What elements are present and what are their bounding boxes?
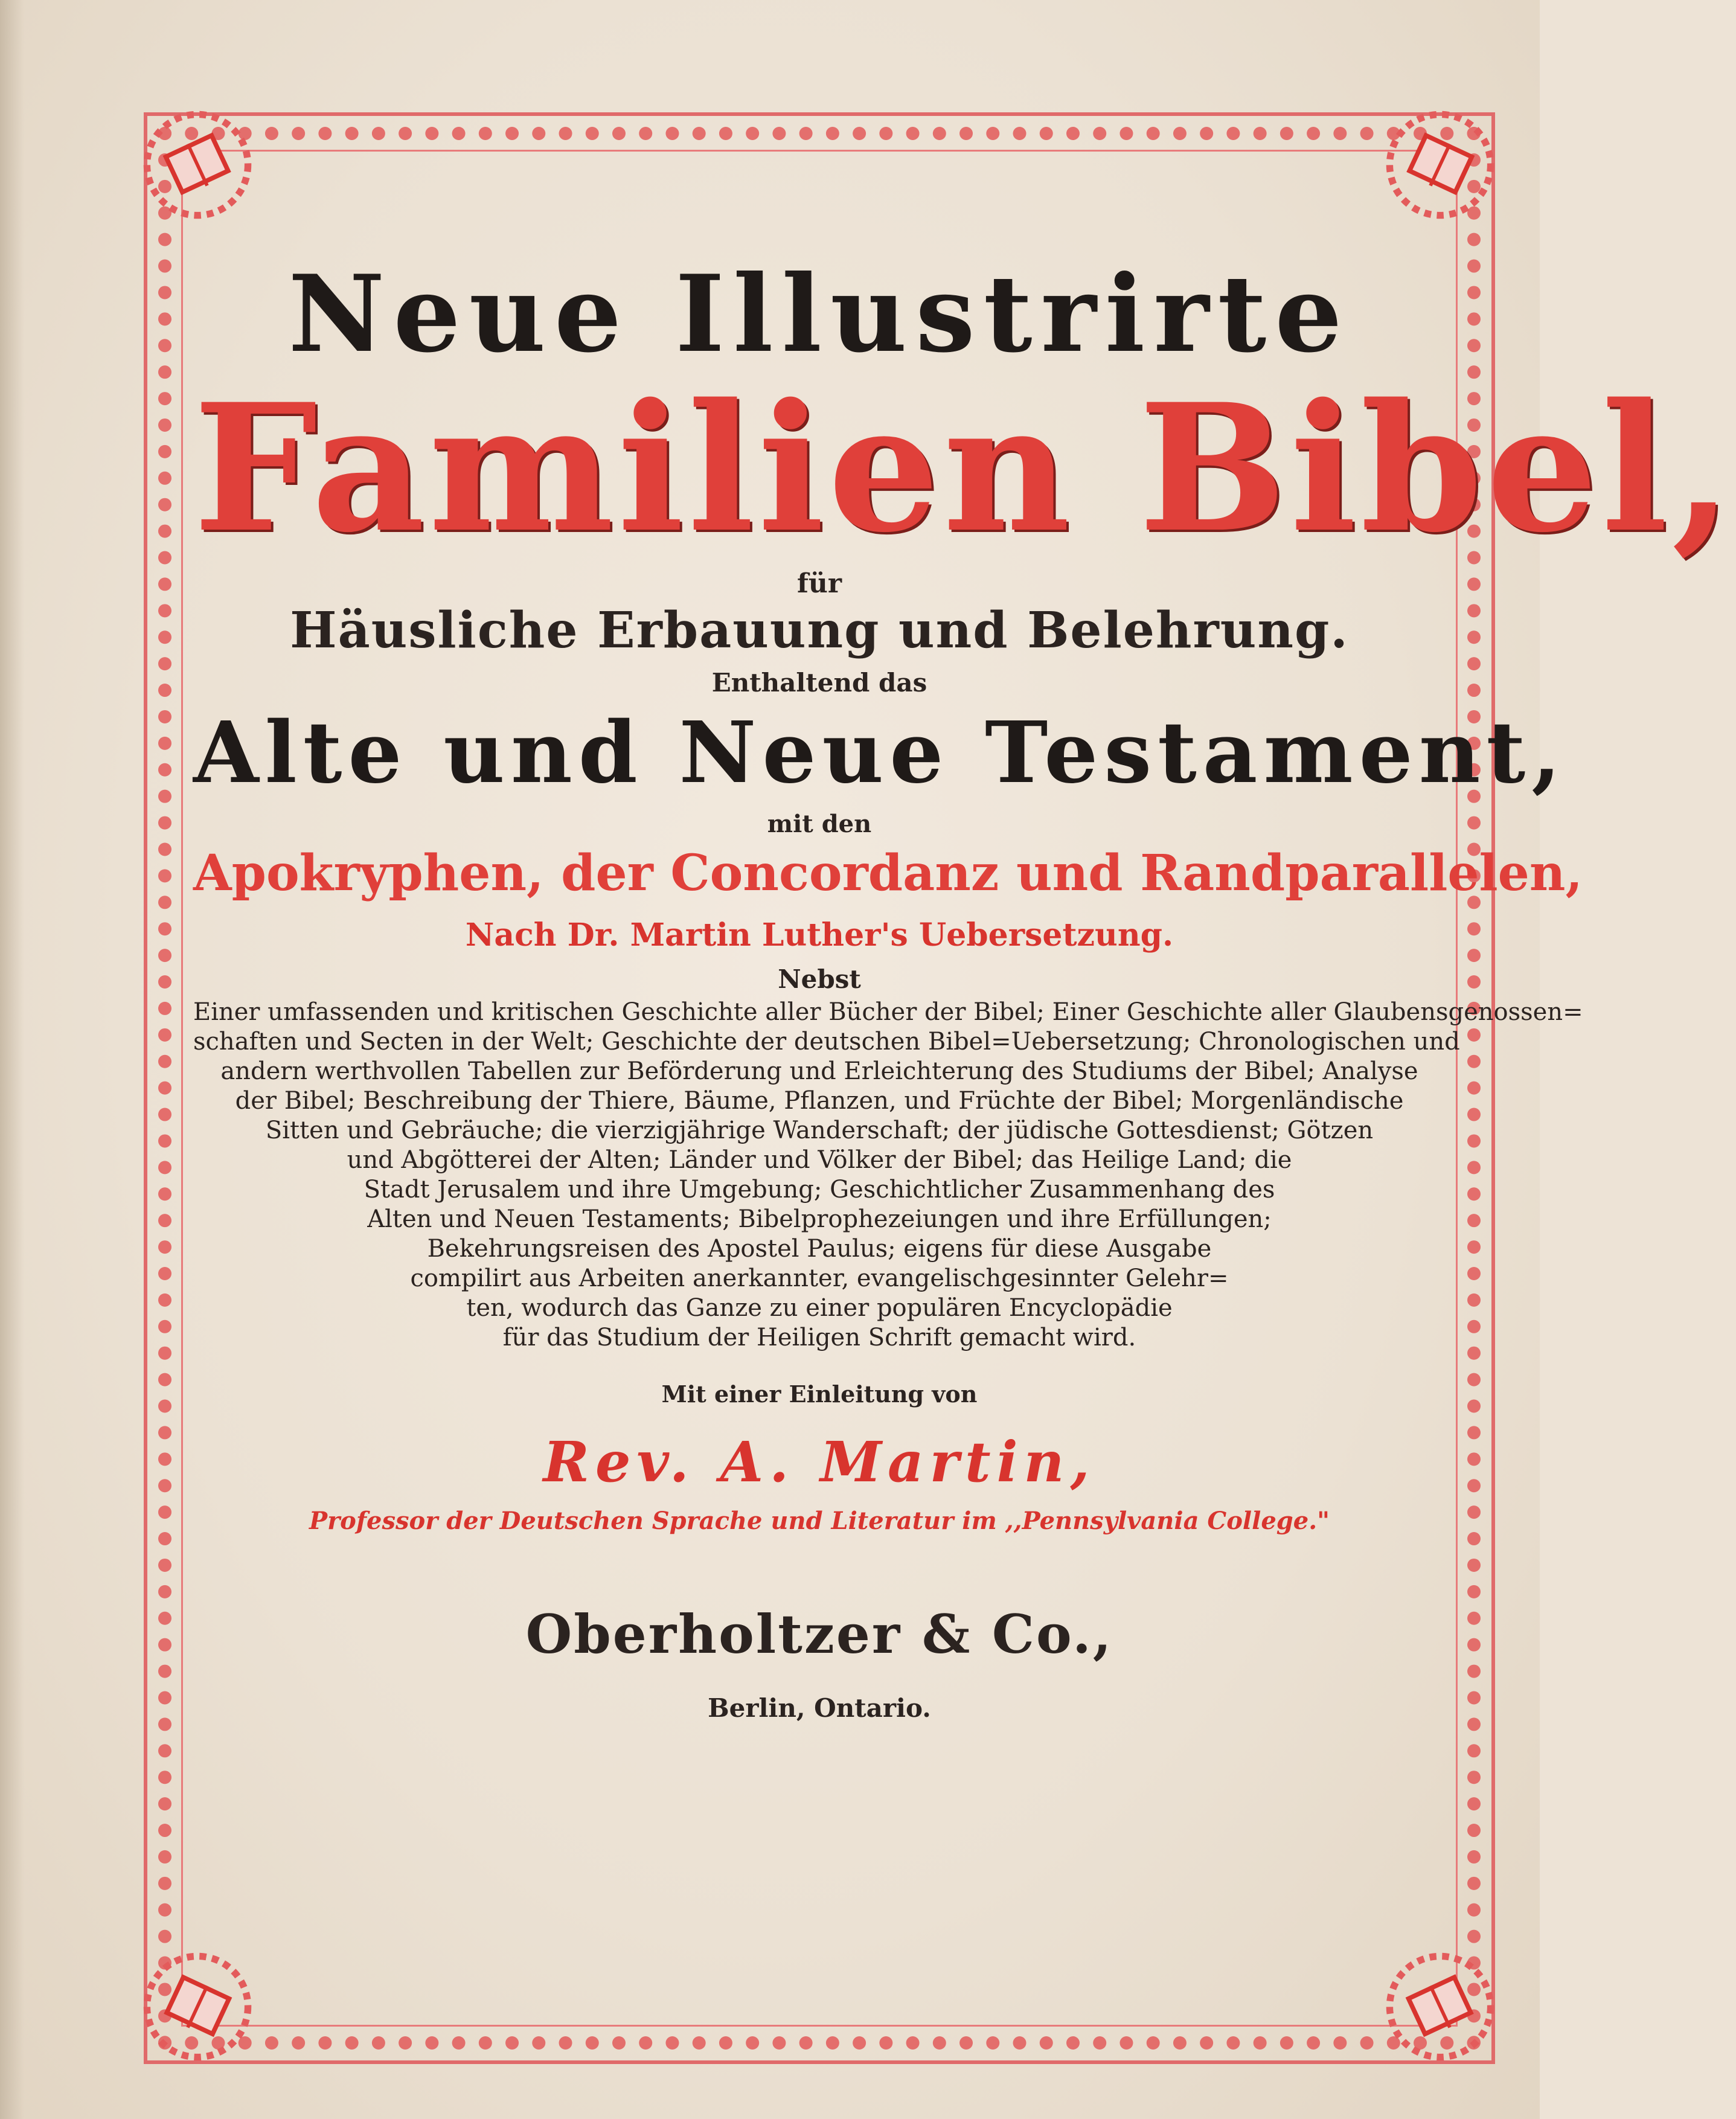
contents-description bbox=[193, 998, 1583, 1353]
description-line: ten, wodurch das Ganze zu einer populären Encyclopädie bbox=[466, 1294, 1173, 1322]
translation-note: Nach Dr. Martin Luther's Uebersetzung. bbox=[465, 917, 1174, 954]
introduction-label: Mit einer Einleitung von bbox=[661, 1380, 978, 1408]
subtitle: Häusliche Erbauung und Belehrung. bbox=[290, 601, 1349, 660]
publisher-name: Oberholtzer & Co., bbox=[525, 1603, 1113, 1666]
description-line: Alten und Neuen Testaments; Bibelprophezeiungen und ihre Erfüllungen; bbox=[367, 1205, 1272, 1234]
description-line: Bekehrungsreisen des Apostel Paulus; eigens für diese Ausgabe bbox=[427, 1235, 1212, 1263]
description-line: und Abgötterei der Alten; Länder und Völker der Bibel; das Heilige Land; die bbox=[347, 1146, 1292, 1175]
title-line-1: Neue Illustrirte bbox=[288, 252, 1351, 376]
description-line: schaften und Secten in der Welt; Geschichte der deutschen Bibel=Uebersetzung; Chronologischen und bbox=[193, 1028, 1460, 1056]
corner-book-ornament-icon bbox=[1383, 107, 1497, 222]
corner-book-ornament-icon bbox=[140, 107, 255, 222]
fuer-label: für bbox=[796, 568, 842, 600]
testament-heading: Alte und Neue Testament, bbox=[193, 704, 1567, 803]
description-line: Einer umfassenden und kritischen Geschichte aller Bücher der Bibel; Einer Geschichte aller Glaubensgenossen= bbox=[193, 998, 1583, 1027]
nebst-label: Nebst bbox=[778, 964, 861, 995]
title-line-2: Familien Bibel, bbox=[193, 366, 1736, 572]
apokryphen-heading: Apokryphen, der Concordanz und Randparallelen, bbox=[193, 844, 1583, 903]
description-line: andern werthvollen Tabellen zur Beförderung und Erleichterung des Studiums der Bibel; Analyse bbox=[220, 1057, 1418, 1086]
page-edge-shadow bbox=[0, 0, 24, 2119]
corner-book-ornament-icon bbox=[1383, 1949, 1497, 2064]
description-line: der Bibel; Beschreibung der Thiere, Bäume, Pflanzen, und Früchte der Bibel; Morgenländische bbox=[235, 1087, 1404, 1115]
description-line: für das Studium der Heiligen Schrift gemacht wird. bbox=[502, 1324, 1136, 1352]
author-title: Professor der Deutschen Sprache und Literatur im ,,Pennsylvania College." bbox=[309, 1507, 1330, 1536]
publication-place: Berlin, Ontario. bbox=[708, 1693, 931, 1723]
mit-den-label: mit den bbox=[767, 810, 872, 839]
enthaltend-label: Enthaltend das bbox=[711, 668, 927, 698]
description-line: Sitten und Gebräuche; die vierzigjährige Wanderschaft; der jüdische Gottesdienst; Götzen bbox=[265, 1117, 1374, 1145]
corner-book-ornament-icon bbox=[140, 1949, 255, 2064]
description-line: Stadt Jerusalem und ihre Umgebung; Geschichtlicher Zusammenhang des bbox=[364, 1176, 1275, 1204]
description-line: compilirt aus Arbeiten anerkannter, evangelischgesinnter Gelehr= bbox=[410, 1265, 1229, 1293]
author-name: Rev. A. Martin, bbox=[543, 1429, 1096, 1495]
title-page-content bbox=[193, 229, 1736, 1723]
